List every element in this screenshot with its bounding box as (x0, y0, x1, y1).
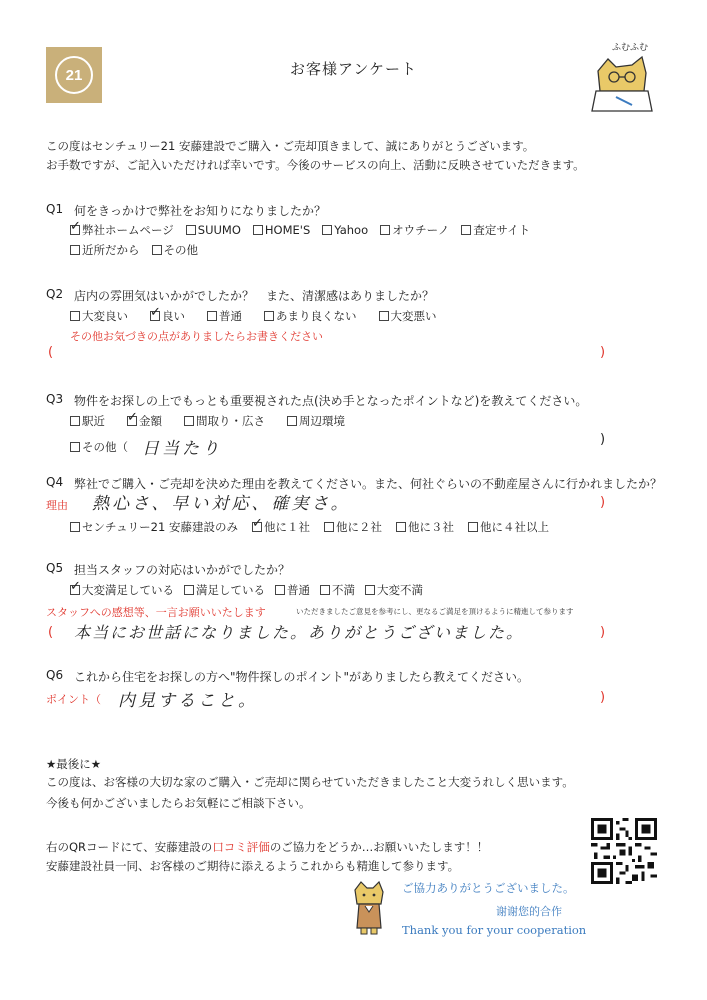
qr-code-icon[interactable] (591, 818, 657, 884)
q3-other (70, 434, 222, 459)
checkbox[interactable] (379, 311, 389, 321)
checkbox[interactable] (320, 585, 330, 595)
q3-option-price[interactable]: ✓ 金額 (127, 410, 162, 428)
closing-line-1: この度は、お客様の大切な家のご購入・ご売却に関らせていただきましたこと大変うれしく思います。 (46, 775, 574, 789)
q3-number: Q3 (46, 392, 64, 406)
q1-number: Q1 (46, 202, 64, 216)
q5-option-very-satisfied[interactable]: ✓ 大変満足している (70, 579, 174, 597)
closing-qr-line: 右のQRコードにて、安藤建設の口コミ評価のご協力をどうか…お願いいたします！！ (46, 840, 489, 854)
q5-note-small: いただきましたご意見を参考にし、更なるご満足を頂けるように精進して参ります (296, 607, 574, 616)
checkbox[interactable] (70, 311, 80, 321)
q2-option-normal[interactable]: 普通 (207, 308, 242, 324)
checkbox-checked[interactable]: ✓ (251, 516, 263, 531)
q5-options (70, 579, 423, 598)
q1-option-suumo[interactable]: SUUMO (186, 222, 241, 238)
page-title: お客様アンケート (289, 60, 418, 78)
q4-reason-answer[interactable]: 熱心さ、早い対応、確実さ。 (92, 494, 351, 514)
checkbox[interactable] (184, 585, 194, 595)
q4-option-two-other[interactable]: 他に２社 (324, 519, 382, 535)
q2-note: その他お気づきの点がありましたらお書きください (70, 330, 323, 343)
q2-option-good[interactable]: ✓ 良い (150, 305, 185, 323)
q5-paren-open: ( (48, 625, 54, 640)
checkbox[interactable] (70, 416, 80, 426)
q4-number: Q4 (46, 475, 64, 489)
q2-question: 店内の雰囲気はいかがでしたか？ また、清潔感はありましたか？ (74, 289, 435, 303)
mascot-dog-bottom-icon (345, 880, 391, 936)
q2-option-very-bad[interactable]: 大変悪い (379, 308, 437, 324)
mascot-top-label: ふむふむ (612, 43, 649, 53)
q3-option-layout[interactable]: 間取り・広さ (184, 413, 265, 429)
q6-number: Q6 (46, 668, 64, 682)
q2-options (70, 305, 437, 324)
checkbox-checked[interactable]: ✓ (70, 219, 81, 234)
review-highlight: 口コミ評価 (212, 840, 270, 854)
q5-answer[interactable]: 本当にお世話になりました。ありがとうございました。 (74, 623, 525, 642)
checkbox[interactable] (184, 416, 194, 426)
q2-option-very-good[interactable]: 大変良い (70, 308, 128, 324)
intro-line-1: この度はセンチュリー21 安藤建設でご購入・ご売却頂きまして、誠にありがとうございます。 (46, 139, 535, 153)
q4-option-only-us[interactable]: センチュリー21 安藤建設のみ (70, 519, 238, 535)
checkbox[interactable] (461, 225, 471, 235)
q4-option-three-other[interactable]: 他に３社 (396, 519, 454, 535)
q4-reason-label: 理由 (46, 499, 68, 512)
checkbox[interactable] (380, 225, 390, 235)
closing-line-4: 安藤建設社員一同、お客様のご期待に添えるようこれからも精進して参ります。 (46, 859, 460, 873)
q1-option-homes[interactable]: HOME'S (253, 222, 310, 238)
q2-paren-open: ( (48, 345, 54, 360)
closing-heading: ★最後に★ (46, 757, 102, 771)
checkbox[interactable] (70, 522, 80, 532)
q1-options-row1 (70, 219, 531, 238)
q1-options-row2 (70, 242, 198, 258)
q1-option-nearby[interactable]: 近所だから (70, 242, 140, 258)
q3-other-label: その他（ (82, 439, 128, 454)
checkbox-checked[interactable]: ✓ (150, 305, 161, 320)
q1-question: 何をきっかけで弊社をお知りになりましたか？ (74, 204, 327, 218)
thanks-japanese: ご協力ありがとうございました。 (402, 881, 575, 895)
q4-question: 弊社でご購入・ご売却を決めた理由を教えてください。また、何社ぐらいの不動産屋さんに行かれましたか？ (74, 477, 663, 491)
q2-option-not-good[interactable]: あまり良くない (264, 308, 357, 324)
mascot-top (586, 40, 658, 118)
q3-option-station[interactable]: 駅近 (70, 413, 105, 429)
checkbox[interactable] (207, 311, 217, 321)
q5-option-satisfied[interactable]: 満足している (184, 582, 265, 598)
checkbox[interactable] (287, 416, 297, 426)
q4-options (70, 516, 549, 535)
checkbox-checked[interactable]: ✓ (70, 579, 81, 594)
q6-point-label: ポイント（ (46, 693, 101, 706)
checkbox[interactable] (324, 522, 334, 532)
q5-question: 担当スタッフの対応はいかがでしたか？ (74, 563, 291, 577)
checkbox[interactable] (70, 245, 80, 255)
closing-line-2: 今後も何かございましたらお気軽にご相談下さい。 (46, 796, 311, 810)
q3-other-answer[interactable]: 日当たり (142, 439, 222, 459)
q6-question: これから住宅をお探しの方へ"物件探しのポイント"がありましたら教えてください。 (74, 670, 530, 684)
q1-option-homepage[interactable]: ✓ 弊社ホームページ (70, 219, 174, 237)
checkbox[interactable] (152, 245, 162, 255)
checkbox[interactable] (396, 522, 406, 532)
checkbox[interactable] (322, 225, 332, 235)
q3-paren-close: ) (600, 432, 606, 447)
q6-answer[interactable]: 内見すること。 (118, 691, 258, 711)
q3-option-environment[interactable]: 周辺環境 (287, 413, 345, 429)
q4-option-one-other[interactable]: ✓ 他に１社 (251, 516, 310, 534)
q5-option-very-dissatisfied[interactable]: 大変不満 (365, 582, 423, 598)
checkbox[interactable] (186, 225, 196, 235)
checkbox[interactable] (468, 522, 478, 532)
checkbox[interactable] (70, 442, 80, 452)
thanks-chinese: 谢谢您的合作 (496, 905, 562, 918)
thanks-english: Thank you for your cooperation (402, 923, 587, 937)
checkbox[interactable] (253, 225, 263, 235)
q5-number: Q5 (46, 561, 64, 575)
checkbox[interactable] (365, 585, 375, 595)
q4-paren-close: ) (600, 495, 606, 510)
q1-option-satei[interactable]: 査定サイト (461, 222, 530, 238)
q6-paren-close: ) (600, 690, 606, 705)
q5-option-dissatisfied[interactable]: 不満 (320, 582, 355, 598)
q5-note: スタッフへの感想等、一言お願いいたします (46, 606, 266, 619)
q3-question: 物件をお探しの上でもっとも重要視された点(決め手となったポイントなど)を教えてください。 (74, 394, 588, 408)
q3-options (70, 410, 345, 429)
q1-option-ouchino[interactable]: オウチーノ (380, 222, 449, 238)
mascot-dog-icon (586, 53, 658, 115)
checkbox-checked[interactable]: ✓ (127, 410, 138, 425)
logo-text: 21 (55, 56, 93, 94)
intro-line-2: お手数ですが、ご記入いただければ幸いです。今後のサービスの向上、活動に反映させていただきます。 (46, 158, 585, 172)
q2-number: Q2 (46, 287, 64, 301)
q2-paren-close: ) (600, 345, 606, 360)
q1-option-other[interactable]: その他 (152, 242, 199, 258)
q5-option-normal[interactable]: 普通 (275, 582, 310, 598)
q4-option-four-plus[interactable]: 他に４社以上 (468, 519, 549, 535)
checkbox[interactable] (264, 311, 274, 321)
q1-option-yahoo[interactable]: Yahoo (322, 222, 368, 238)
checkbox[interactable] (275, 585, 285, 595)
q5-paren-close: ) (600, 625, 606, 640)
